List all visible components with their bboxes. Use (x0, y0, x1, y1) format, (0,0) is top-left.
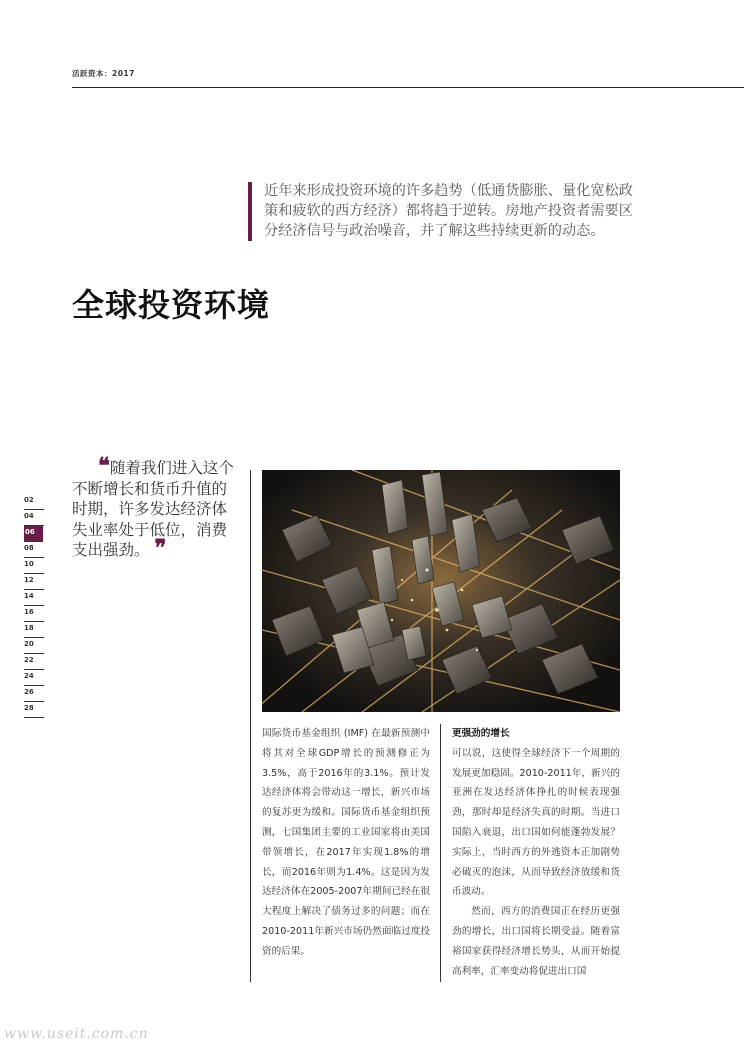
page-link-10[interactable]: 10 (24, 558, 44, 574)
city-aerial-photo (262, 470, 620, 712)
page-link-06-active[interactable]: 06 (24, 526, 43, 542)
page-link-20[interactable]: 20 (24, 638, 44, 654)
page-link-24[interactable]: 24 (24, 670, 44, 686)
right-column-paragraph-1: 可以说，这使得全球经济下一个周期的发展更加稳固。2010-2011年，新兴的亚洲在发达经济体挣扎的时候表现强劲，那时却是经济失真的时期。当进口国陷入衰退，出口国如何能蓬勃发展？实际上，当时西方的外逃资本正加剧势必破灭的泡沫，从而导致经济放缓和货币波动。 (452, 747, 620, 898)
page-link-14[interactable]: 14 (24, 590, 44, 606)
left-text-column (262, 724, 430, 962)
publication-header: 活跃资本：2017 (72, 69, 135, 78)
page-link-08[interactable]: 08 (24, 542, 44, 558)
left-column-paragraph: 国际货币基金组织 (IMF) 在最新预测中将其对全球GDP增长的预测修正为3.5%，高于2016年的3.1%。预计发达经济体将会带动这一增长，新兴市场的复苏更为缓和。国际货币基金组织预测，七国集团主要的工业国家将由美国带领增长，在2017年实现1.8%的增长，而2016年则为1.4%。这是因为发达经济体在2005-2007年期间已经在很大程度上解决了债务过多的问题；而在2010-2011年新兴市场仍然面临过度投资的后果。 (262, 728, 430, 957)
page-link-28[interactable]: 28 (24, 702, 44, 718)
header-divider (72, 87, 744, 88)
page-link-18[interactable]: 18 (24, 622, 44, 638)
right-column-paragraph-2: 然而，西方的消费国正在经历更强劲的增长，出口国将长期受益。随着富裕国家获得经济增长势头，从而开始提高利率，汇率变动将促进出口国 (452, 906, 620, 977)
right-text-column (452, 724, 620, 981)
page-link-26[interactable]: 26 (24, 686, 44, 702)
page-link-22[interactable]: 22 (24, 654, 44, 670)
site-watermark: www.useit.com.cn (4, 1026, 149, 1042)
pull-quote (72, 453, 242, 561)
open-quote-icon: ❝ (98, 453, 110, 479)
close-quote-icon: ❞ (154, 535, 167, 561)
intro-block (248, 182, 644, 241)
page-link-12[interactable]: 12 (24, 574, 44, 590)
page-link-02[interactable]: 02 (24, 494, 44, 510)
page-navigation (24, 494, 44, 718)
section-heading: 更强劲的增长 (452, 728, 510, 739)
column-divider (440, 724, 441, 982)
page-title: 全球投资环境 (72, 286, 271, 324)
intro-text: 近年来形成投资环境的许多趋势（低通货膨胀、量化宽松政策和疲软的西方经济）都将趋于逆转。房地产投资者需要区分经济信号与政治噪音，并了解这些持续更新的动态。 (264, 183, 633, 239)
pull-quote-text: 随着我们进入这个不断增长和货币升值的时期，许多发达经济体失业率处于低位，消费支出强劲。 (72, 459, 234, 559)
page-link-16[interactable]: 16 (24, 606, 44, 622)
quote-divider (250, 470, 251, 982)
page-link-04[interactable]: 04 (24, 510, 44, 526)
